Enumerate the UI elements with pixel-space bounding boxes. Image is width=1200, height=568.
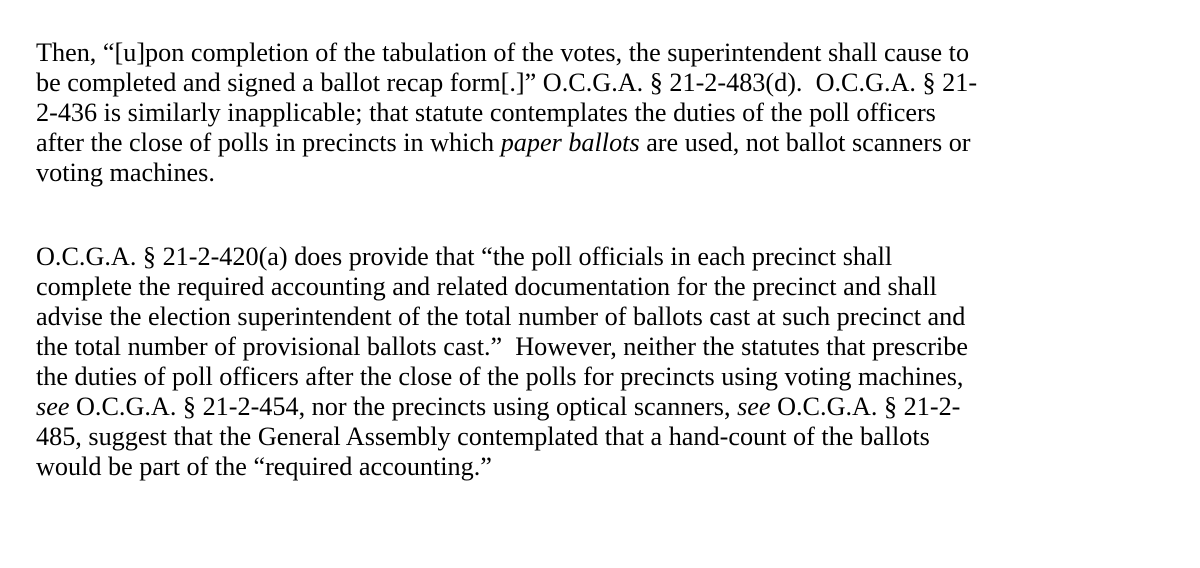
- text-segment: the total number of provisional ballots cast.” However, neither the statutes that prescribe: [36, 332, 968, 361]
- text-line: [36, 422, 1176, 452]
- text-line: [36, 158, 1176, 188]
- text-segment: O.C.G.A. § 21-2-420(a) does provide that “the poll officials in each precinct shall: [36, 242, 893, 271]
- text-line: [36, 38, 1176, 68]
- text-line: [36, 332, 1176, 362]
- italic-text: see: [36, 392, 70, 421]
- paragraph: [36, 242, 1176, 482]
- text-line: [36, 302, 1176, 332]
- text-segment: O.C.G.A. § 21-2-454, nor the precincts using optical scanners,: [69, 392, 738, 421]
- text-segment: 485, suggest that the General Assembly contemplated that a hand-count of the ballots: [36, 422, 930, 451]
- text-line: [36, 452, 1176, 482]
- italic-text: paper ballots: [500, 128, 640, 157]
- text-line: [36, 128, 1176, 158]
- text-segment: be completed and signed a ballot recap form[.]” O.C.G.A. § 21-2-483(d). O.C.G.A. § 21-: [36, 68, 978, 97]
- text-segment: 2-436 is similarly inapplicable; that statute contemplates the duties of the poll officers: [36, 98, 936, 127]
- text-segment: complete the required accounting and related documentation for the precinct and shall: [36, 272, 937, 301]
- text-line: [36, 392, 1176, 422]
- text-segment: after the close of polls in precincts in which: [36, 128, 501, 157]
- text-segment: O.C.G.A. § 21-2-: [770, 392, 961, 421]
- document-body: [36, 38, 1176, 482]
- text-line: [36, 242, 1176, 272]
- italic-text: see: [737, 392, 771, 421]
- text-segment: Then, “[u]pon completion of the tabulation of the votes, the superintendent shall cause to: [36, 38, 970, 67]
- text-line: [36, 272, 1176, 302]
- text-segment: advise the election superintendent of the total number of ballots cast at such precinct and: [36, 302, 966, 331]
- paragraph: [36, 38, 1176, 188]
- text-line: [36, 68, 1176, 98]
- text-segment: voting machines.: [36, 158, 215, 187]
- text-line: [36, 98, 1176, 128]
- text-segment: the duties of poll officers after the close of the polls for precincts using voting machines,: [36, 362, 964, 391]
- text-segment: would be part of the “required accounting.”: [36, 452, 492, 481]
- text-segment: are used, not ballot scanners or: [639, 128, 971, 157]
- text-line: [36, 362, 1176, 392]
